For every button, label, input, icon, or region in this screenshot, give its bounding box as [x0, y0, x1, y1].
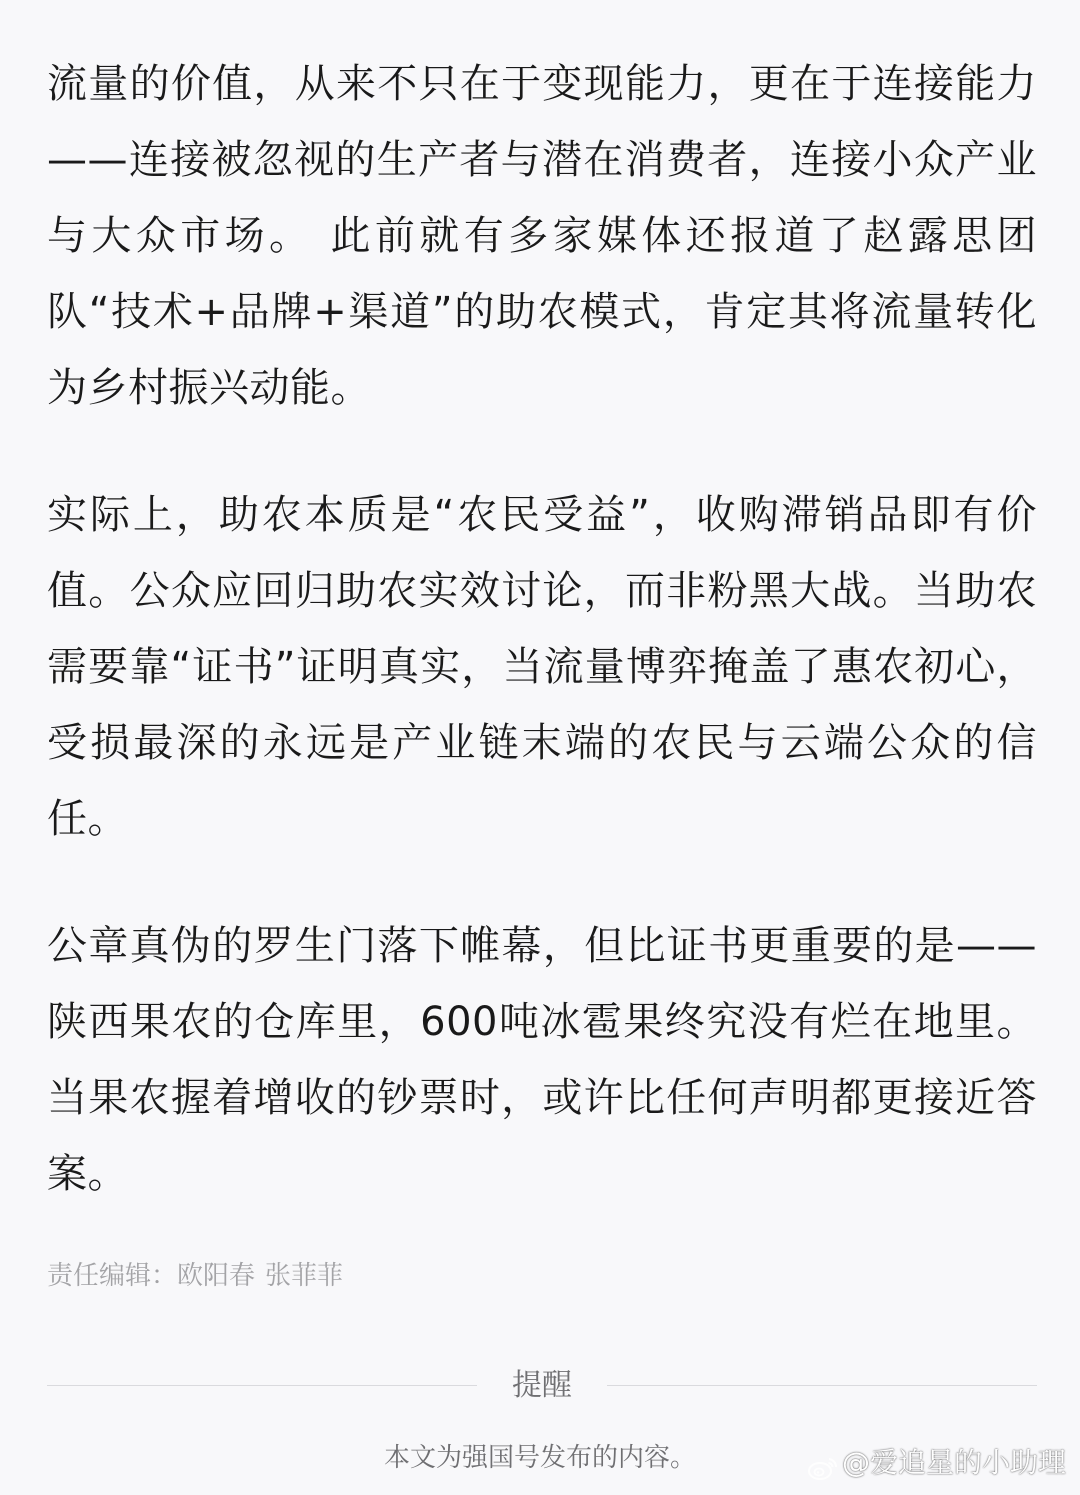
- editor-name: 张菲菲: [265, 1261, 344, 1291]
- paragraph-3: 公章真伪的罗生门落下帷幕，但比证书更重要的是——陕西果农的仓库里，600吨冰雹果终究没有烂在地里。当果农握着增收的钞票时，或许比任何声明都更接近答案。: [47, 923, 1037, 1197]
- notice-text: 本文为强国号发布的内容。: [383, 1443, 696, 1473]
- weibo-logo-icon: [808, 1451, 838, 1475]
- weibo-watermark: [808, 1443, 1066, 1483]
- paragraph-2: 实际上，助农本质是“农民受益”，收购滞销品即有价值。公众应回归助农实效讨论，而非粉黑大战。当助农需要靠“证书”证明真实，当流量博弈掩盖了惠农初心，受损最深的永远是产业链末端的农民与云端公众的信任。: [47, 492, 1037, 842]
- notice-divider: [47, 1362, 1037, 1410]
- watermark-text: @爱追星的小助理: [841, 1446, 1066, 1479]
- paragraph-1: 流量的价值，从来不只在于变现能力，更在于连接能力——连接被忽视的生产者与潜在消费者，连接小众产业与大众市场。 此前就有多家媒体还报道了赵露思团队“技术+品牌+渠道”的助农模式，肯定其将流量转化为乡村振兴动能。: [47, 61, 1037, 411]
- editor-label: 责任编辑：: [47, 1261, 178, 1291]
- responsible-editor: [47, 1256, 343, 1296]
- notice-title: 提醒: [512, 1368, 572, 1403]
- editor-name: 欧阳春: [177, 1261, 256, 1291]
- article-body: [47, 46, 1037, 1212]
- divider-line-right: [607, 1385, 1037, 1386]
